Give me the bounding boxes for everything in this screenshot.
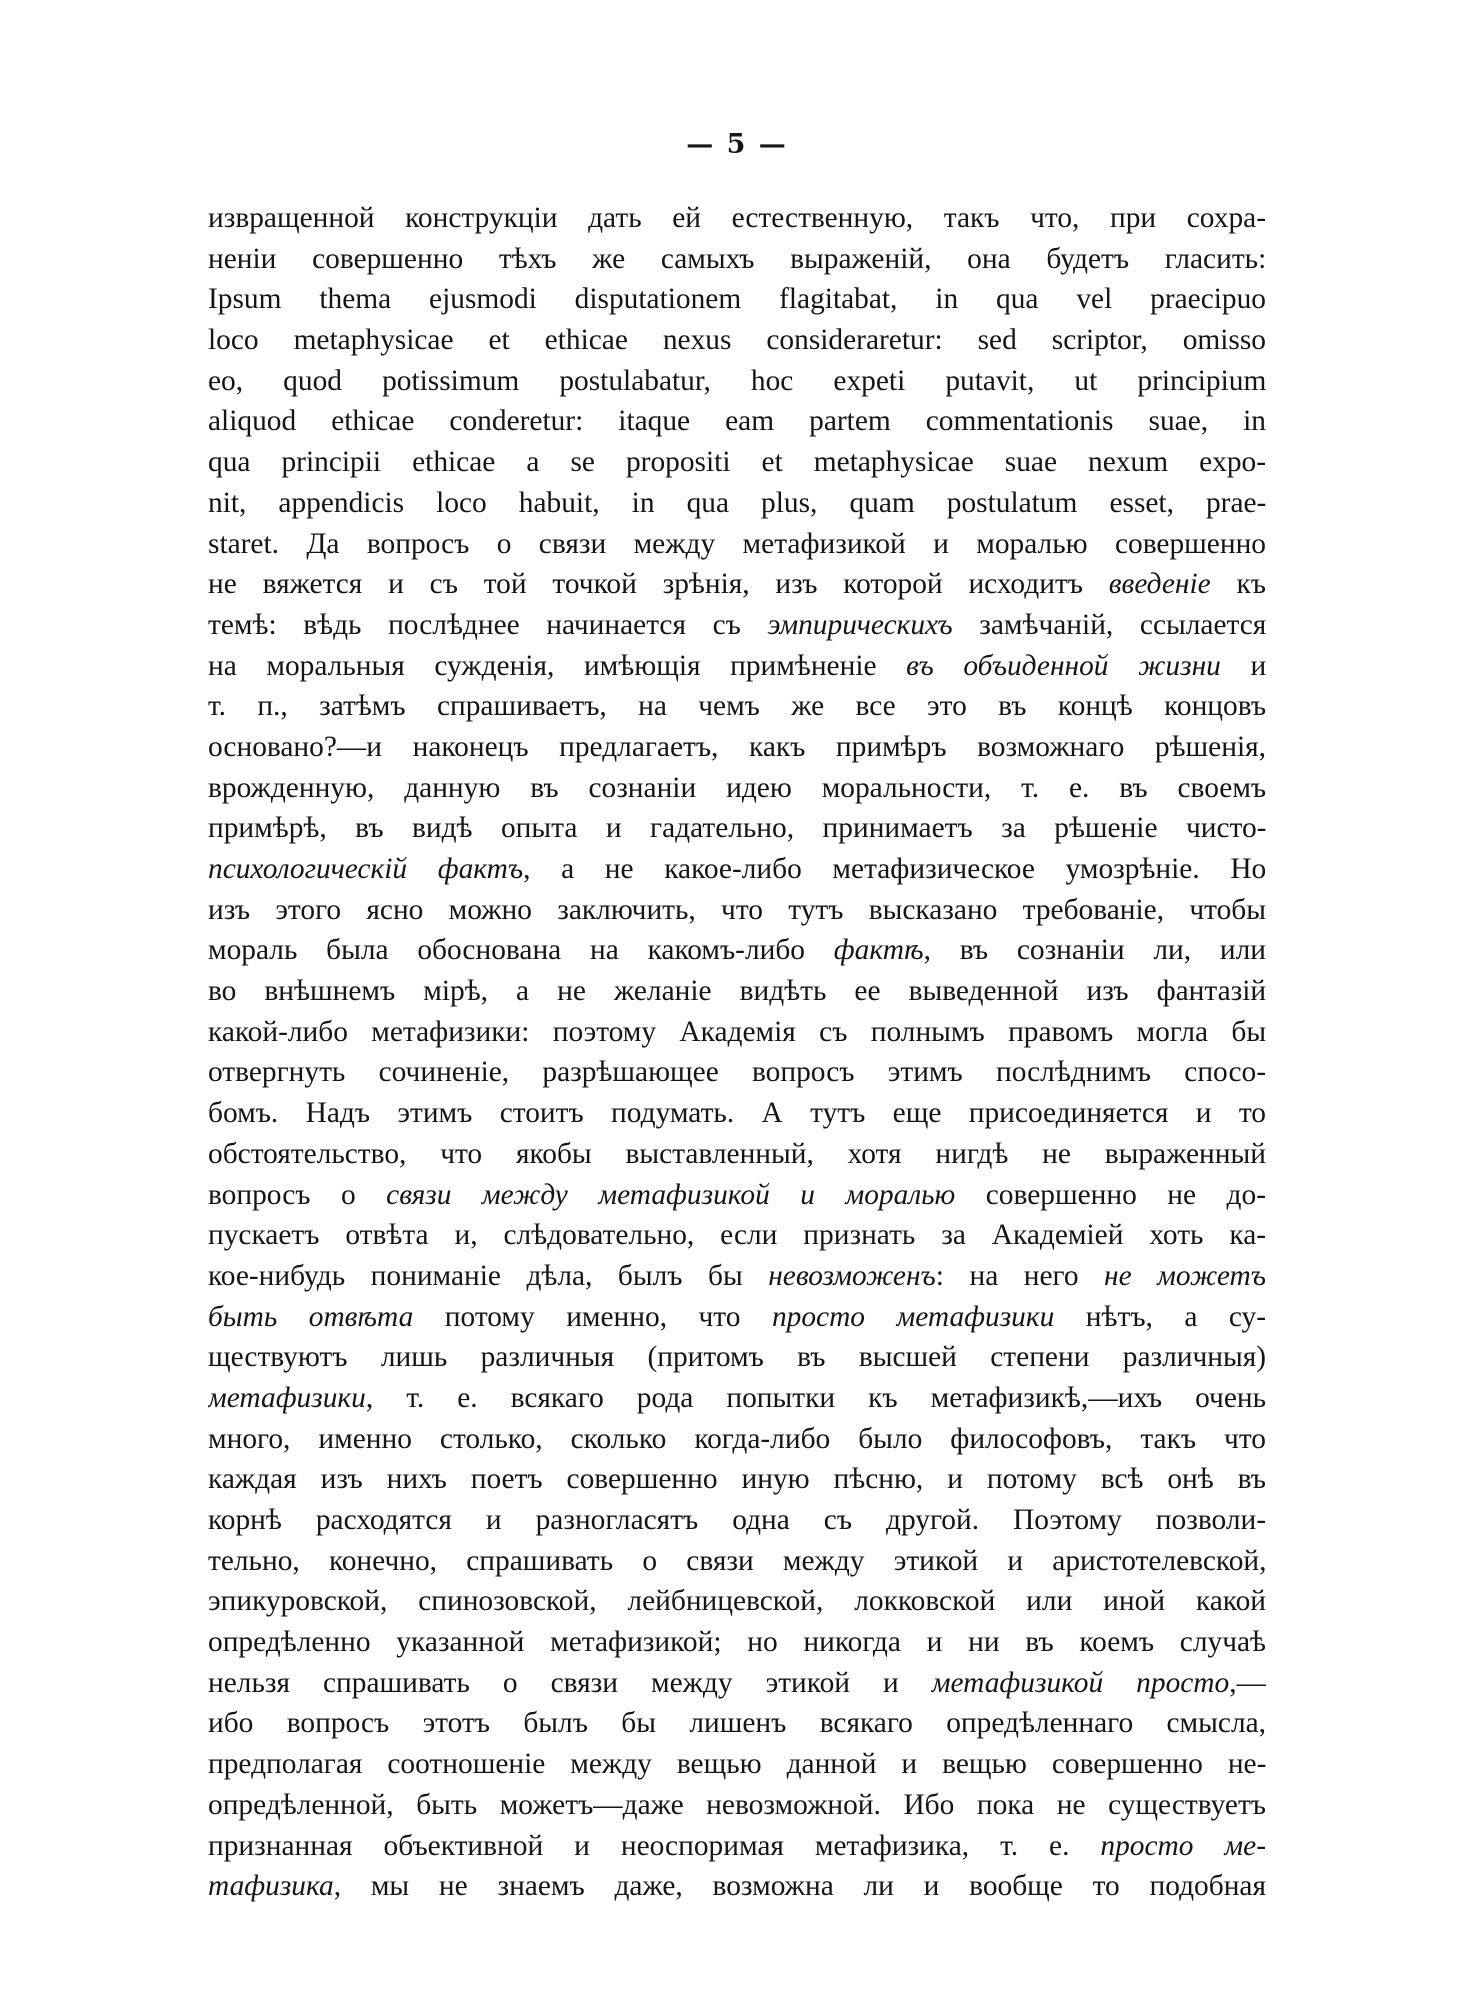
- text-line: [208, 1175, 1266, 1216]
- italic-text: въ объиденной жизни: [906, 649, 1221, 682]
- text-run: эпикуровской, спинозовской, лейбницевской, локковской или иной какой: [208, 1585, 1266, 1618]
- text-line: [208, 1703, 1266, 1744]
- text-run: къ: [1210, 568, 1266, 601]
- text-run: примѣрѣ, въ видѣ опыта и гадательно, принимаетъ за рѣшеніе чисто-: [208, 812, 1266, 845]
- italic-text: просто ме-: [1100, 1829, 1266, 1862]
- text-run: nit, appendicis loco habuit, in qua plus, quam postulatum esset, prae-: [208, 486, 1266, 519]
- text-run: опредѣленной, быть можетъ—даже невозможной. Ибо пока не существуетъ: [208, 1788, 1266, 1821]
- text-run: бомъ. Надъ этимъ стоитъ подумать. А тутъ еще присоединяется и то: [208, 1097, 1266, 1130]
- text-run: темѣ: вѣдь послѣднее начинается съ: [208, 608, 768, 641]
- text-line: [208, 1459, 1266, 1500]
- italic-text: связи между метафизикой и моралью: [386, 1178, 956, 1211]
- text-run: извращенной конструкціи дать ей естественную, такъ что, при сохра-: [208, 202, 1266, 234]
- text-run: eo, quod potissimum postulabatur, hoc expeti putavit, ut principium: [208, 364, 1266, 397]
- italic-text: не можетъ: [1104, 1259, 1266, 1292]
- text-run: ществуютъ лишь различныя (притомъ въ высшей степени различныя): [208, 1341, 1266, 1374]
- text-line: [208, 1134, 1266, 1175]
- text-run: на моральныя сужденія, имѣющія примѣненіе: [208, 649, 907, 682]
- text-line: [208, 849, 1266, 890]
- text-run: отвергнуть сочиненіе, разрѣшающее вопросъ этимъ послѣднимъ спосо-: [208, 1056, 1266, 1089]
- text-line: [208, 1785, 1266, 1826]
- text-line: [208, 198, 1266, 239]
- text-line: [208, 279, 1266, 320]
- text-line: [208, 1012, 1266, 1053]
- text-run: , а не какое-либо метафизическое умозрѣніе. Но: [523, 853, 1266, 885]
- text-run: потому именно, что: [413, 1300, 772, 1333]
- text-run: основано?—и наконецъ предлагаетъ, какъ примѣръ возможнаго рѣшенія,: [208, 730, 1266, 763]
- text-run: каждая изъ нихъ поетъ совершенно иную пѣсню, и потому всѣ онѣ въ: [208, 1463, 1266, 1496]
- text-line: [208, 1866, 1266, 1907]
- text-line: [208, 890, 1266, 931]
- text-run: во внѣшнемъ мірѣ, а не желаніе видѣть ее выведенной изъ фантазій: [208, 975, 1266, 1008]
- text-run: опредѣленно указанной метафизикой; но никогда и ни въ коемъ случаѣ: [208, 1626, 1266, 1659]
- body-text: [208, 198, 1266, 1907]
- text-line: [208, 1378, 1266, 1419]
- text-line: [208, 1419, 1266, 1460]
- text-run: пускаетъ отвѣта и, слѣдовательно, если признать за Академіей хоть ка-: [208, 1219, 1266, 1252]
- text-run: , мы не знаемъ даже, возможна ли и вообще то подобная: [333, 1870, 1266, 1903]
- text-line: [208, 1297, 1266, 1338]
- document-page: [208, 128, 1266, 1907]
- text-run: врожденную, данную въ сознаніи идею моральности, т. е. въ своемъ: [208, 771, 1266, 804]
- text-run: нѣтъ, а су-: [1054, 1300, 1266, 1333]
- text-run: , въ сознаніи ли, или: [923, 934, 1266, 967]
- text-run: , т. е. всякаго рода попытки къ метафизикѣ,—ихъ очень: [365, 1381, 1266, 1414]
- text-line: [208, 1826, 1266, 1867]
- text-run: staret. Да вопросъ о связи между метафизикой и моралью совершенно: [208, 527, 1266, 560]
- text-line: [208, 442, 1266, 483]
- italic-text: тафизика: [208, 1870, 334, 1903]
- text-run: неніи совершенно тѣхъ же самыхъ выраженій, она будетъ гласить:: [208, 242, 1266, 275]
- text-line: [208, 564, 1266, 605]
- text-run: корнѣ расходятся и разногласятъ одна съ другой. Поэтому позволи-: [208, 1504, 1266, 1536]
- text-run: замѣчаній, ссылается: [952, 608, 1266, 641]
- text-line: [208, 524, 1266, 565]
- text-run: aliquod ethicae conderetur: itaque eam partem commentationis suae, in: [208, 405, 1266, 438]
- text-run: Ipsum thema ejusmodi disputationem flagitabat, in qua vel praecipuo: [208, 283, 1266, 316]
- text-run: признанная объективной и неоспоримая метафизика, т. е.: [208, 1829, 1101, 1862]
- text-line: [208, 727, 1266, 768]
- text-line: [208, 646, 1266, 687]
- text-line: [208, 1581, 1266, 1622]
- text-line: [208, 239, 1266, 280]
- text-run: какой-либо метафизики: поэтому Академія съ полнымъ правомъ могла бы: [208, 1015, 1266, 1048]
- italic-text: введеніе: [1108, 568, 1211, 601]
- page-number: — 5 —: [686, 129, 788, 160]
- text-run: loco metaphysicae et ethicae nexus consideraretur: sed scriptor, omisso: [208, 324, 1266, 357]
- text-line: [208, 1663, 1266, 1704]
- italic-text: психологическій фактъ: [208, 853, 524, 885]
- text-line: [208, 1337, 1266, 1378]
- italic-text: быть отвѣта: [208, 1300, 414, 1333]
- text-line: [208, 1052, 1266, 1093]
- text-run: не вяжется и съ той точкой зрѣнія, изъ которой исходитъ: [208, 568, 1109, 601]
- text-run: кое-нибудь пониманіе дѣла, былъ бы: [208, 1259, 769, 1292]
- text-line: [208, 361, 1266, 402]
- text-line: [208, 1622, 1266, 1663]
- italic-text: эмпирическихъ: [767, 608, 953, 641]
- text-line: [208, 320, 1266, 361]
- text-line: [208, 1744, 1266, 1785]
- italic-text: просто метафизики: [771, 1300, 1055, 1333]
- text-run: qua principii ethicae a se propositi et metaphysicae suae nexum expo-: [208, 446, 1266, 479]
- text-line: [208, 1256, 1266, 1297]
- text-run: ибо вопросъ этотъ былъ бы лишенъ всякаго опредѣленнаго смысла,: [208, 1707, 1266, 1740]
- text-line: [208, 971, 1266, 1012]
- text-line: [208, 768, 1266, 809]
- text-run: совершенно не до-: [955, 1178, 1266, 1211]
- text-run: обстоятельство, что якобы выставленный, хотя нигдѣ не выраженный: [208, 1137, 1266, 1170]
- text-run: ,—: [1229, 1666, 1266, 1699]
- text-run: много, именно столько, сколько когда-либо было философовъ, такъ что: [208, 1422, 1266, 1455]
- text-line: [208, 930, 1266, 971]
- text-run: и: [1220, 649, 1266, 682]
- text-line: [208, 686, 1266, 727]
- italic-text: метафизики: [208, 1381, 366, 1414]
- italic-text: невозможенъ: [768, 1259, 936, 1292]
- text-line: [208, 1215, 1266, 1256]
- italic-text: метафизикой просто: [931, 1666, 1230, 1699]
- text-run: мораль была обоснована на какомъ-либо: [208, 934, 834, 967]
- text-run: нельзя спрашивать о связи между этикой и: [208, 1666, 932, 1699]
- text-run: предполагая соотношеніе между вещью данной и вещью совершенно не-: [208, 1748, 1266, 1781]
- text-run: : на него: [935, 1259, 1105, 1292]
- text-run: изъ этого ясно можно заключить, что тутъ высказано требованіе, чтобы: [208, 893, 1266, 926]
- text-line: [208, 1093, 1266, 1134]
- italic-text: фактѣ: [833, 934, 924, 967]
- text-line: [208, 1541, 1266, 1582]
- text-run: тельно, конечно, спрашивать о связи между этикой и аристотелевской,: [208, 1544, 1266, 1577]
- text-line: [208, 401, 1266, 442]
- text-run: т. п., затѣмъ спрашиваетъ, на чемъ же все это въ концѣ концовъ: [208, 690, 1266, 723]
- text-line: [208, 483, 1266, 524]
- text-line: [208, 808, 1266, 849]
- text-run: вопросъ о: [208, 1178, 387, 1211]
- text-line: [208, 1500, 1266, 1541]
- text-line: [208, 605, 1266, 646]
